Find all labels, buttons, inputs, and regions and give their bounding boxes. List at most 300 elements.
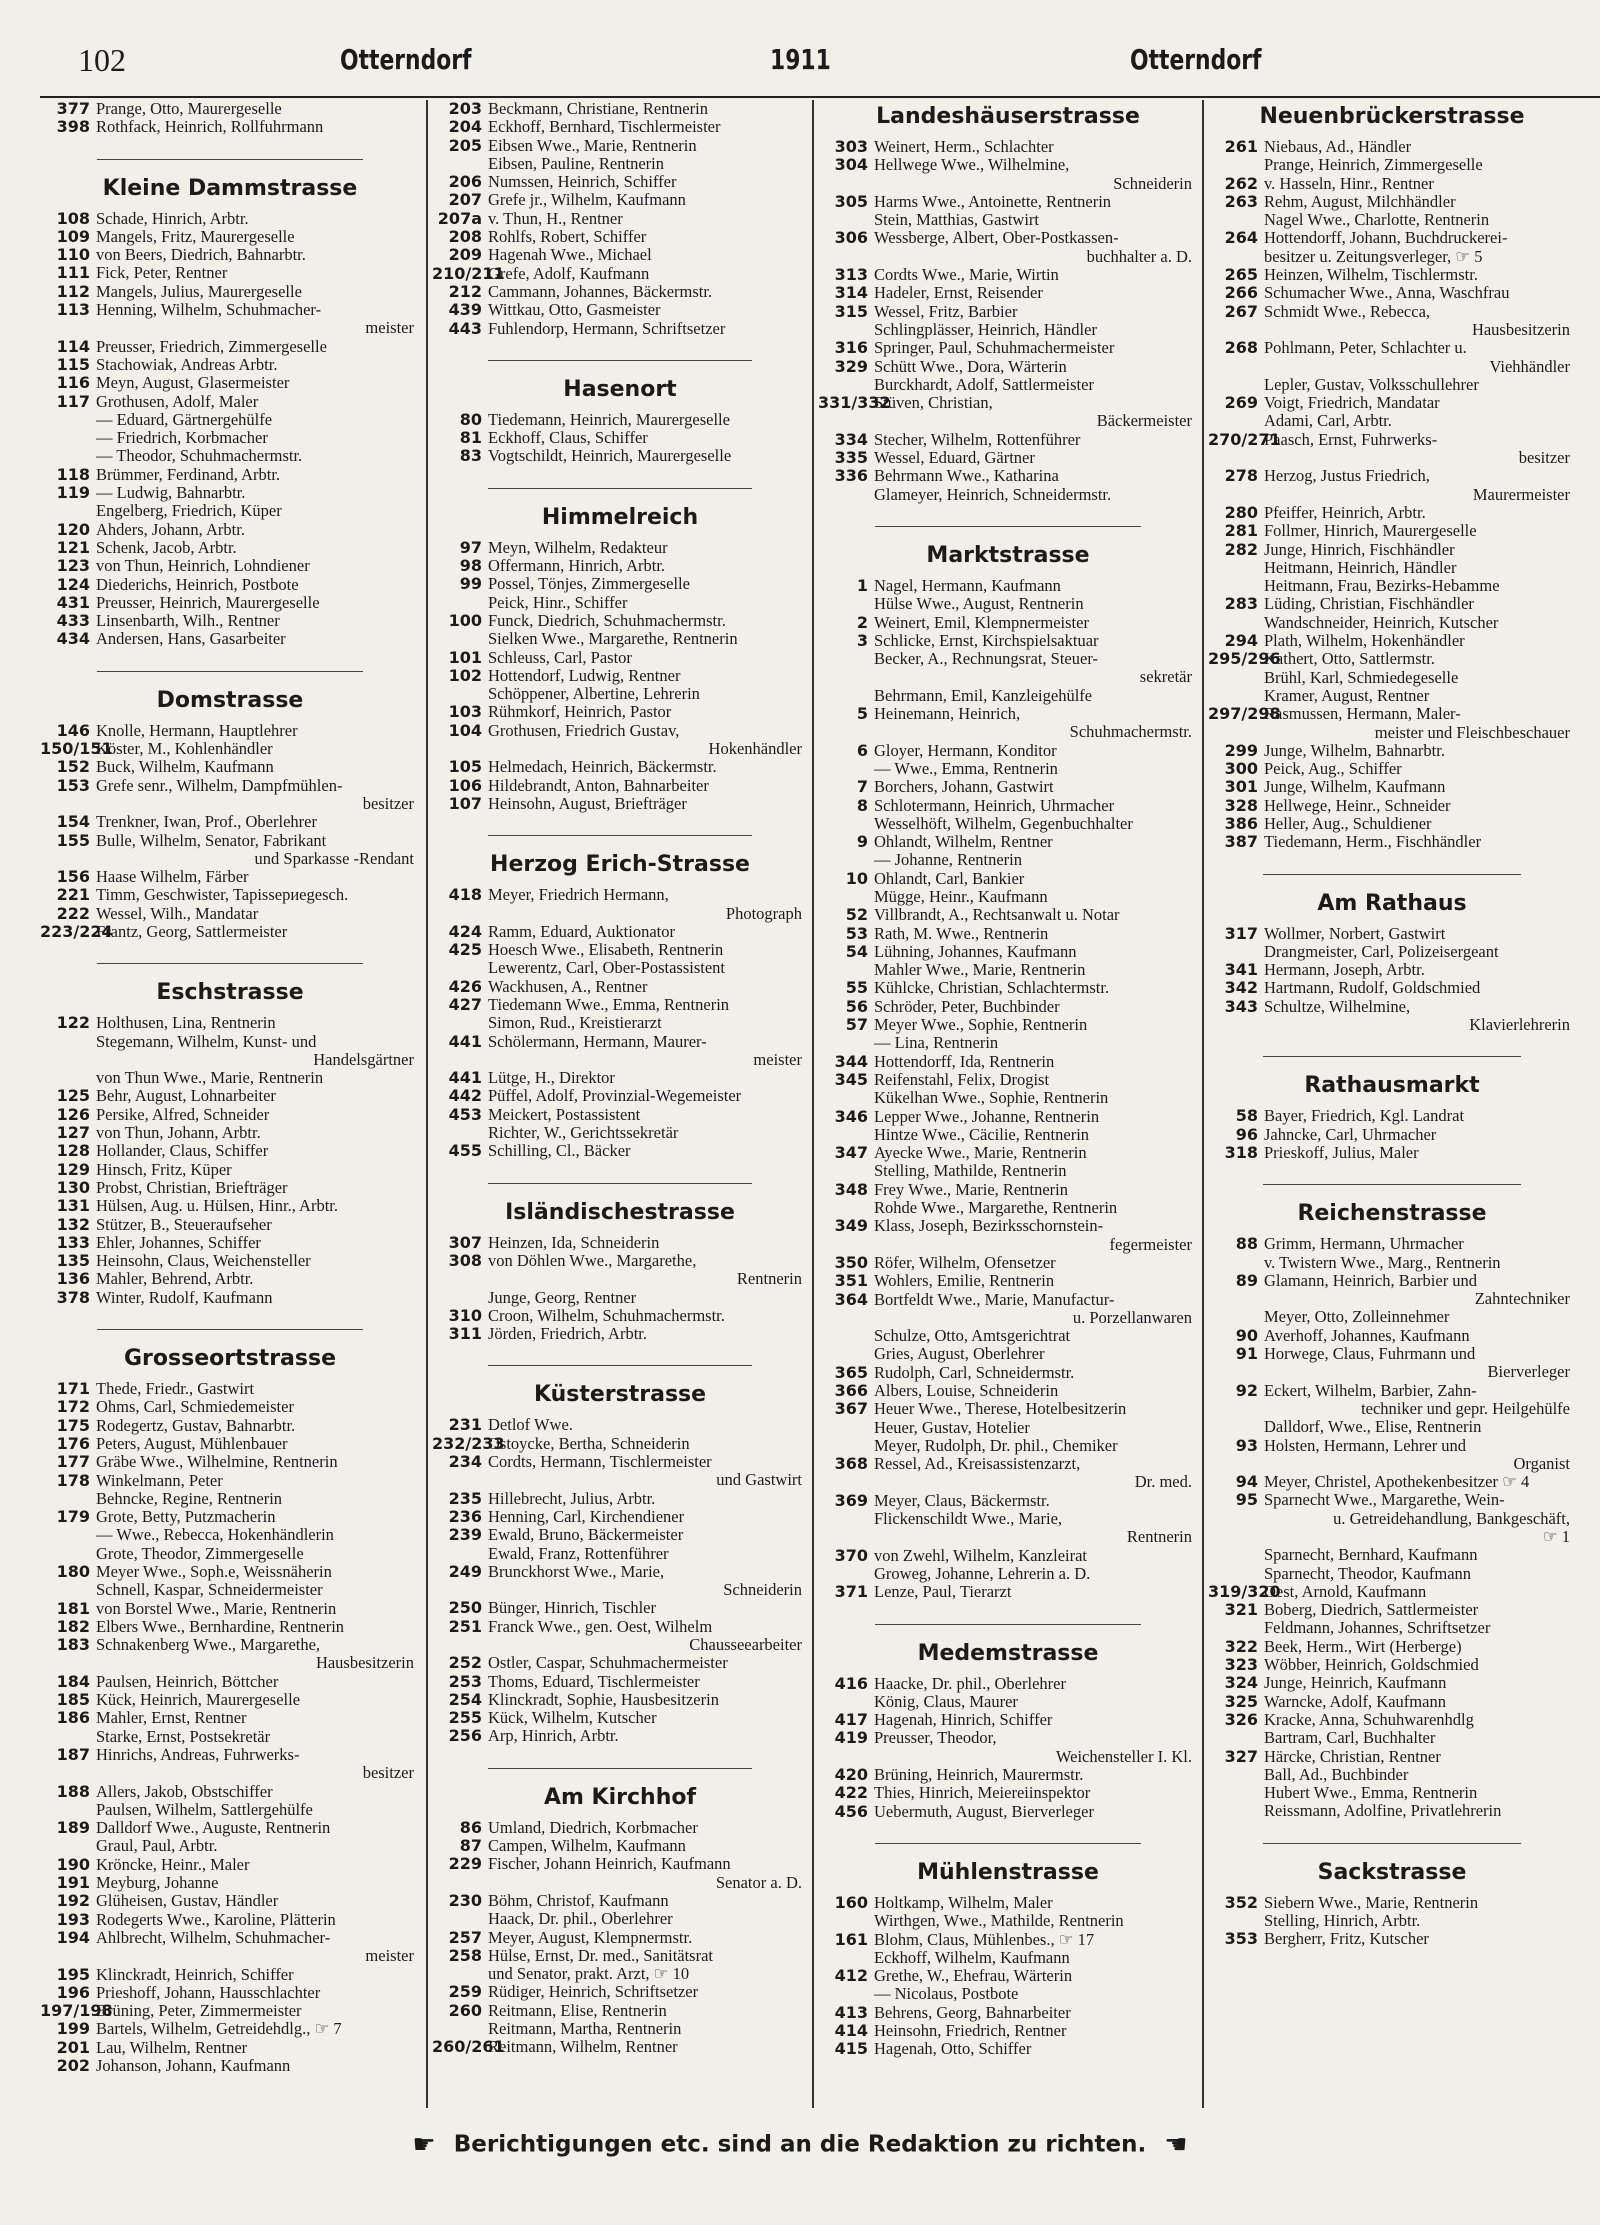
- resident-entry: [432, 1819, 808, 1837]
- resident-entry: [432, 630, 808, 648]
- entry-text: von Thun Wwe., Marie, Rentnerin: [96, 1069, 324, 1088]
- house-number: 254: [448, 1689, 482, 1709]
- entry-text: Maurermeister: [1472, 485, 1570, 504]
- house-number: [40, 429, 96, 447]
- resident-entry: [432, 1709, 808, 1727]
- entry-text: Lepper Wwe., Johanne, Rentnerin: [874, 1107, 1100, 1126]
- entry-text: Mahler, Ernst, Rentner: [96, 1709, 247, 1728]
- house-number: 349: [834, 1216, 868, 1236]
- house-number: 95: [1235, 1490, 1258, 1510]
- house-number: 119: [56, 483, 90, 503]
- house-number: 297/298: [1208, 704, 1281, 724]
- house-number: 398: [56, 117, 90, 137]
- house-number: [818, 1985, 874, 2003]
- street-heading: Neuenbrückerstrasse: [1259, 104, 1525, 129]
- house-number: [818, 1034, 874, 1052]
- entry-continuation: [40, 1051, 420, 1069]
- resident-entry: [818, 632, 1198, 650]
- resident-entry: [432, 2002, 808, 2020]
- street-heading: Herzog Erich-Strasse: [490, 852, 750, 878]
- entry-text: Detlof Wwe.: [488, 1416, 573, 1435]
- resident-entry: [40, 1234, 420, 1252]
- resident-entry: [818, 193, 1198, 211]
- house-number: [432, 1014, 488, 1032]
- entry-text: — Friedrich, Korbmacher: [96, 429, 268, 448]
- resident-entry: [40, 886, 420, 904]
- resident-entry: [1208, 339, 1576, 357]
- entry-text: sekretär: [1139, 668, 1192, 687]
- entry-text: Drangmeister, Carl, Polizeisergeant: [1264, 942, 1499, 961]
- resident-entry: [432, 1837, 808, 1855]
- house-number: 348: [834, 1179, 868, 1199]
- house-number: 417: [834, 1710, 868, 1730]
- entry-continuation: [432, 740, 808, 758]
- resident-entry: [818, 815, 1198, 833]
- house-number: 109: [56, 226, 90, 246]
- resident-entry: [1208, 211, 1576, 229]
- resident-entry: [40, 1142, 420, 1160]
- resident-entry: [432, 886, 808, 904]
- resident-entry: [432, 1855, 808, 1873]
- house-number: 412: [834, 1966, 868, 1986]
- entry-continuation: [432, 905, 808, 923]
- entry-text: Bünger, Hinrich, Tischler: [488, 1599, 656, 1618]
- resident-entry: [818, 1583, 1198, 1601]
- entry-text: Sparnecht, Theodor, Kaufmann: [1264, 1564, 1472, 1583]
- resident-entry: [40, 1398, 420, 1416]
- house-number: 378: [56, 1287, 90, 1307]
- entry-text: Behr, August, Lohnarbeiter: [96, 1087, 276, 1106]
- resident-entry: [40, 2057, 420, 2075]
- house-number: 156: [56, 867, 90, 887]
- resident-entry: [40, 1161, 420, 1179]
- resident-entry: [432, 685, 808, 703]
- entry-text: Harms Wwe., Antoinette, Rentnerin: [874, 192, 1112, 211]
- resident-entry: [40, 1929, 420, 1947]
- house-number: [818, 1327, 874, 1345]
- entry-text: Kröncke, Heinr., Maler: [96, 1855, 250, 1874]
- house-number: [1208, 156, 1264, 174]
- house-number: 239: [448, 1525, 482, 1545]
- house-number: 103: [448, 702, 482, 722]
- house-number: [818, 1126, 874, 1144]
- entry-text: Heinsohn, Claus, Weichensteller: [96, 1252, 311, 1271]
- entry-text: Hülse, Ernst, Dr. med., Sanitätsrat: [488, 1946, 714, 1965]
- entry-text: Niebaus, Ad., Händler: [1264, 138, 1412, 156]
- house-number: 343: [1224, 996, 1258, 1016]
- entry-text: Prieskoff, Julius, Maler: [1264, 1143, 1419, 1162]
- entry-text: Jörden, Friedrich, Arbtr.: [488, 1325, 648, 1344]
- entry-text: Rühmkorf, Heinrich, Pastor: [488, 703, 672, 722]
- entry-text: Sparnecht Wwe., Margarethe, Wein-: [1264, 1491, 1505, 1510]
- house-number: 105: [448, 757, 482, 777]
- house-number: [1208, 1308, 1264, 1326]
- resident-entry: [818, 778, 1198, 796]
- resident-entry: [432, 1965, 808, 1983]
- entry-text: Tiedemann, Herm., Fischhändler: [1264, 833, 1482, 852]
- entry-text: Bartram, Carl, Buchhalter: [1264, 1729, 1436, 1748]
- column-divider: [1202, 100, 1204, 2108]
- house-number: 8: [856, 795, 868, 815]
- entry-text: Funck, Diedrich, Schuhmachermstr.: [488, 611, 726, 630]
- house-number: 341: [1224, 960, 1258, 980]
- entry-text: Klass, Joseph, Bezirksschornstein-: [874, 1217, 1104, 1236]
- house-number: 176: [56, 1433, 90, 1453]
- resident-entry: [1208, 1729, 1576, 1747]
- entry-text: Preusser, Theodor,: [874, 1729, 997, 1748]
- resident-entry: [818, 1400, 1198, 1418]
- resident-entry: [1208, 595, 1576, 613]
- entry-continuation: [1208, 1455, 1576, 1473]
- entry-text: Junge, Hinrich, Fischhändler: [1264, 540, 1455, 559]
- entry-text: Thies, Hinrich, Meiereiinspektor: [874, 1784, 1091, 1803]
- entry-text: Lüding, Christian, Fischhändler: [1264, 595, 1474, 614]
- house-number: 300: [1224, 759, 1258, 779]
- entry-text: Ohlandt, Wilhelm, Rentner: [874, 833, 1053, 852]
- entry-text: Bergherr, Fritz, Kutscher: [1264, 1930, 1429, 1949]
- entry-text: Mangels, Julius, Maurergeselle: [96, 282, 302, 301]
- house-number: [40, 411, 96, 429]
- resident-entry: [40, 1033, 420, 1051]
- resident-entry: [1208, 1601, 1576, 1619]
- resident-entry: [1208, 1382, 1576, 1400]
- resident-entry: [40, 2020, 420, 2038]
- entry-text: Sparnecht, Bernhard, Kaufmann: [1264, 1546, 1478, 1565]
- house-number: 2: [856, 612, 868, 632]
- entry-text: Wandschneider, Heinrich, Kutscher: [1264, 613, 1499, 632]
- resident-entry: [40, 338, 420, 356]
- entry-continuation: [40, 1764, 420, 1782]
- entry-text: Eibsen Wwe., Marie, Rentnerin: [488, 136, 697, 155]
- house-number: 91: [1235, 1344, 1258, 1364]
- entry-text: ☞ 1: [1542, 1528, 1570, 1546]
- house-number: 441: [448, 1068, 482, 1088]
- entry-text: Klavierlehrerin: [1469, 1016, 1570, 1035]
- entry-text: Härcke, Christian, Rentner: [1264, 1747, 1441, 1766]
- house-number: 431: [56, 592, 90, 612]
- house-number: 261: [1224, 137, 1258, 156]
- entry-text: und Senator, prakt. Arzt, ☞ 10: [488, 1965, 690, 1984]
- entry-continuation: [432, 1471, 808, 1489]
- house-number: 258: [448, 1945, 482, 1965]
- house-number: 56: [845, 996, 868, 1016]
- resident-entry: [1208, 138, 1576, 156]
- resident-entry: [1208, 559, 1576, 577]
- house-number: [818, 376, 874, 394]
- entry-continuation: [818, 1473, 1198, 1491]
- resident-entry: [432, 1508, 808, 1526]
- resident-entry: [1208, 193, 1576, 211]
- entry-text: Ehler, Johannes, Schiffer: [96, 1233, 261, 1252]
- house-number: 317: [1224, 923, 1258, 943]
- street-heading: Hasenort: [563, 376, 677, 402]
- resident-entry: [432, 1087, 808, 1105]
- street-heading: Rathausmarkt: [1304, 1073, 1480, 1099]
- entry-text: Adami, Carl, Arbtr.: [1264, 412, 1392, 431]
- entry-text: Hinsch, Fritz, Küper: [96, 1160, 232, 1179]
- resident-entry: [818, 394, 1198, 412]
- house-number: 434: [56, 629, 90, 649]
- resident-entry: [432, 1416, 808, 1434]
- house-number: 114: [56, 336, 90, 356]
- entry-text: Starke, Ernst, Postsekretär: [96, 1727, 271, 1746]
- resident-entry: [40, 539, 420, 557]
- house-number: 221: [56, 885, 90, 905]
- entry-text: Lau, Wilhelm, Rentner: [96, 2038, 248, 2057]
- house-number: 86: [459, 1817, 482, 1837]
- entry-text: Schlotermann, Heinrich, Uhrmacher: [874, 796, 1115, 815]
- entry-text: Uebermuth, August, Bierverleger: [874, 1802, 1094, 1821]
- house-number: 104: [448, 720, 482, 740]
- entry-text: Helmedach, Heinrich, Bäckermstr.: [488, 758, 717, 777]
- entry-continuation: [432, 1051, 808, 1069]
- resident-entry: [818, 961, 1198, 979]
- house-number: 278: [1224, 466, 1258, 486]
- entry-text: besitzer u. Zeitungsverleger, ☞ 5: [1264, 247, 1483, 266]
- resident-entry: [818, 1693, 1198, 1711]
- house-number: 335: [834, 448, 868, 468]
- house-number: 424: [448, 921, 482, 941]
- column-divider: [426, 100, 428, 2108]
- entry-text: Lepler, Gustav, Volksschullehrer: [1264, 375, 1479, 394]
- entry-text: Grote, Theodor, Zimmergeselle: [96, 1544, 304, 1563]
- resident-entry: [1208, 1674, 1576, 1692]
- entry-text: Burckhardt, Adolf, Sattlermeister: [874, 375, 1094, 394]
- resident-entry: [432, 429, 808, 447]
- entry-text: Wittkau, Otto, Gasmeister: [488, 301, 661, 320]
- house-number: [432, 1124, 488, 1142]
- entry-text: Chausseearbeiter: [689, 1636, 802, 1654]
- house-number: 236: [448, 1506, 482, 1526]
- entry-continuation: [818, 1236, 1198, 1254]
- resident-entry: [1208, 1126, 1576, 1144]
- house-number: 260/261: [432, 2037, 505, 2057]
- entry-continuation: [818, 668, 1198, 686]
- entry-text: Stein, Matthias, Gastwirt: [874, 211, 1039, 230]
- resident-entry: [818, 1181, 1198, 1199]
- entry-text: Brühl, Karl, Schmiedegeselle: [1264, 668, 1459, 687]
- resident-entry: [818, 1126, 1198, 1144]
- entry-text: Glamann, Heinrich, Barbier und: [1264, 1271, 1478, 1290]
- entry-text: besitzer: [362, 794, 414, 813]
- header-rule: [40, 96, 1600, 98]
- entry-text: Zahntechniker: [1474, 1290, 1570, 1309]
- resident-entry: [432, 137, 808, 155]
- entry-text: Hoesch Wwe., Elisabeth, Rentnerin: [488, 941, 724, 960]
- entry-text: Ohlandt, Carl, Bankier: [874, 869, 1025, 888]
- footer-note: [0, 2130, 1600, 2160]
- entry-text: Dalldorf Wwe., Auguste, Rentnerin: [96, 1819, 331, 1838]
- resident-entry: [818, 1291, 1198, 1309]
- entry-text: Weinert, Herm., Schlachter: [874, 138, 1054, 156]
- house-number: 178: [56, 1470, 90, 1490]
- entry-text: Meyer Wwe., Soph.e, Weissnäherin: [96, 1563, 332, 1581]
- section-divider: [875, 1843, 1141, 1844]
- resident-entry: [40, 1563, 420, 1581]
- resident-entry: [818, 906, 1198, 924]
- entry-text: Blohm, Claus, Mühlenbes., ☞ 17: [874, 1930, 1095, 1949]
- house-number: [818, 211, 874, 229]
- house-number: 269: [1224, 393, 1258, 413]
- resident-entry: [1208, 467, 1576, 485]
- entry-text: Reifenstahl, Felix, Drogist: [874, 1070, 1050, 1089]
- entry-text: Schölermann, Hermann, Maurer-: [488, 1032, 707, 1051]
- house-number: [818, 851, 874, 869]
- resident-entry: [432, 447, 808, 465]
- section-divider: [875, 526, 1141, 527]
- house-number: 3: [856, 630, 868, 650]
- entry-text: Schumacher Wwe., Anna, Waschfrau: [1264, 284, 1510, 303]
- resident-entry: [1208, 248, 1576, 266]
- entry-text: Linsenbarth, Wilh., Rentner: [96, 612, 280, 631]
- column-divider: [812, 100, 814, 2108]
- resident-entry: [40, 1124, 420, 1142]
- house-number: [1208, 577, 1264, 595]
- entry-text: Meyer, Claus, Bäckermstr.: [874, 1491, 1050, 1510]
- resident-entry: [1208, 1930, 1576, 1948]
- resident-entry: [40, 1709, 420, 1727]
- resident-entry: [432, 722, 808, 740]
- house-number: 251: [448, 1616, 482, 1636]
- pointing-hand-icon: ☛: [412, 2130, 436, 2160]
- house-number: 347: [834, 1143, 868, 1163]
- house-number: 280: [1224, 502, 1258, 522]
- entry-text: Grefe jr., Wilhelm, Kaufmann: [488, 191, 686, 210]
- house-number: 327: [1224, 1746, 1258, 1766]
- house-number: 223/224: [40, 921, 113, 941]
- section-divider: [488, 360, 751, 361]
- entry-text: Lütge, H., Direktor: [488, 1069, 615, 1088]
- house-number: 80: [459, 409, 482, 429]
- entry-text: Schleuss, Carl, Pastor: [488, 648, 632, 667]
- house-number: 264: [1224, 228, 1258, 248]
- resident-entry: [432, 173, 808, 191]
- entry-text: König, Claus, Maurer: [874, 1692, 1018, 1711]
- resident-entry: [40, 356, 420, 374]
- house-number: 265: [1224, 265, 1258, 285]
- house-number: [40, 1728, 96, 1746]
- resident-entry: [818, 687, 1198, 705]
- entry-text: fegermeister: [1109, 1235, 1192, 1254]
- resident-entry: [40, 1289, 420, 1307]
- entry-text: Meyer, Rudolph, Dr. phil., Chemiker: [874, 1436, 1118, 1455]
- street-heading: Marktstrasse: [926, 542, 1090, 568]
- entry-text: Ewald, Franz, Rottenführer: [488, 1544, 669, 1563]
- house-number: [432, 155, 488, 173]
- resident-entry: [818, 1967, 1198, 1985]
- house-number: 112: [56, 281, 90, 301]
- entry-text: Nagel Wwe., Charlotte, Rentnerin: [1264, 211, 1490, 230]
- resident-entry: [1208, 1784, 1576, 1802]
- entry-text: Schütt Wwe., Dora, Wärterin: [874, 357, 1067, 376]
- resident-entry: [432, 320, 808, 338]
- resident-entry: [40, 1984, 420, 2002]
- entry-text: Photograph: [725, 904, 802, 923]
- house-number: [432, 630, 488, 648]
- street-heading: Reichenstrasse: [1297, 1201, 1487, 1227]
- entry-text: Umland, Diedrich, Korbmacher: [488, 1818, 698, 1837]
- entry-text: Paulsen, Heinrich, Böttcher: [96, 1672, 279, 1691]
- house-number: 188: [56, 1781, 90, 1801]
- resident-entry: [432, 978, 808, 996]
- street-heading: Kleine Dammstrasse: [102, 175, 358, 201]
- house-number: 89: [1235, 1270, 1258, 1290]
- resident-entry: [1208, 394, 1576, 412]
- house-number: [1208, 687, 1264, 705]
- resident-entry: [818, 1327, 1198, 1345]
- resident-entry: [818, 1144, 1198, 1162]
- resident-entry: [1208, 1437, 1576, 1455]
- house-number: 283: [1224, 594, 1258, 614]
- entry-text: Hartmann, Rudolf, Goldschmied: [1264, 979, 1481, 998]
- entry-text: Heuer Wwe., Therese, Hotelbesitzerin: [874, 1400, 1127, 1419]
- entry-continuation: [818, 1748, 1198, 1766]
- resident-entry: [1208, 156, 1576, 174]
- house-number: 161: [834, 1929, 868, 1949]
- house-number: 118: [56, 464, 90, 484]
- entry-text: Allers, Jakob, Obstschiffer: [96, 1782, 273, 1801]
- house-number: 135: [56, 1251, 90, 1271]
- house-number: [40, 502, 96, 520]
- entry-continuation: [1208, 449, 1576, 467]
- section-divider: [97, 1329, 363, 1330]
- entry-continuation: [1208, 1363, 1576, 1381]
- resident-entry: [432, 1289, 808, 1307]
- house-number: 316: [834, 338, 868, 358]
- resident-entry: [1208, 303, 1576, 321]
- entry-text: Holthusen, Lina, Rentnerin: [96, 1014, 276, 1033]
- entry-text: Grothusen, Friedrich Gustav,: [488, 721, 680, 740]
- entry-text: Pohlmann, Peter, Schlachter u.: [1264, 339, 1467, 358]
- resident-entry: [818, 595, 1198, 613]
- entry-text: Stelling, Hinrich, Arbtr.: [1264, 1912, 1421, 1931]
- resident-entry: [1208, 1656, 1576, 1674]
- entry-text: Lewerentz, Carl, Ober-Postassistent: [488, 959, 726, 978]
- house-number: 353: [1224, 1929, 1258, 1949]
- entry-text: Boberg, Diedrich, Sattlermeister: [1264, 1601, 1479, 1620]
- house-number: 185: [56, 1690, 90, 1710]
- resident-entry: [40, 905, 420, 923]
- resident-entry: [818, 1711, 1198, 1729]
- house-number: 433: [56, 611, 90, 631]
- house-number: [432, 685, 488, 703]
- resident-entry: [818, 705, 1198, 723]
- entry-text: Rasmussen, Hermann, Maler-: [1264, 705, 1461, 724]
- entry-text: Fischer, Johann Heinrich, Kaufmann: [488, 1855, 731, 1874]
- entry-text: u. Getreidehandlung, Bankgeschäft,: [1333, 1509, 1570, 1528]
- entry-text: Schulze, Otto, Amtsgerichtrat: [874, 1327, 1071, 1346]
- entry-text: — Eduard, Gärtnergehülfe: [96, 410, 273, 429]
- resident-entry: [40, 393, 420, 411]
- entry-text: Prieshoff, Johann, Hausschlachter: [96, 1983, 321, 2002]
- entry-text: Andersen, Hans, Gasarbeiter: [96, 630, 286, 649]
- entry-text: Franck Wwe., gen. Oest, Wilhelm: [488, 1617, 713, 1636]
- resident-entry: [818, 1437, 1198, 1455]
- house-number: 207a: [437, 208, 482, 228]
- resident-entry: [818, 358, 1198, 376]
- house-number: [40, 447, 96, 465]
- resident-entry: [818, 284, 1198, 302]
- resident-entry: [432, 210, 808, 228]
- resident-entry: [40, 1892, 420, 1910]
- house-number: 267: [1224, 301, 1258, 321]
- house-number: 212: [448, 281, 482, 301]
- entry-text: Nagel, Hermann, Kaufmann: [874, 576, 1061, 595]
- house-number: [818, 1565, 874, 1583]
- entry-text: Rath, M. Wwe., Rentnerin: [874, 924, 1049, 943]
- resident-entry: [818, 1419, 1198, 1437]
- entry-text: Persike, Alfred, Schneider: [96, 1105, 270, 1124]
